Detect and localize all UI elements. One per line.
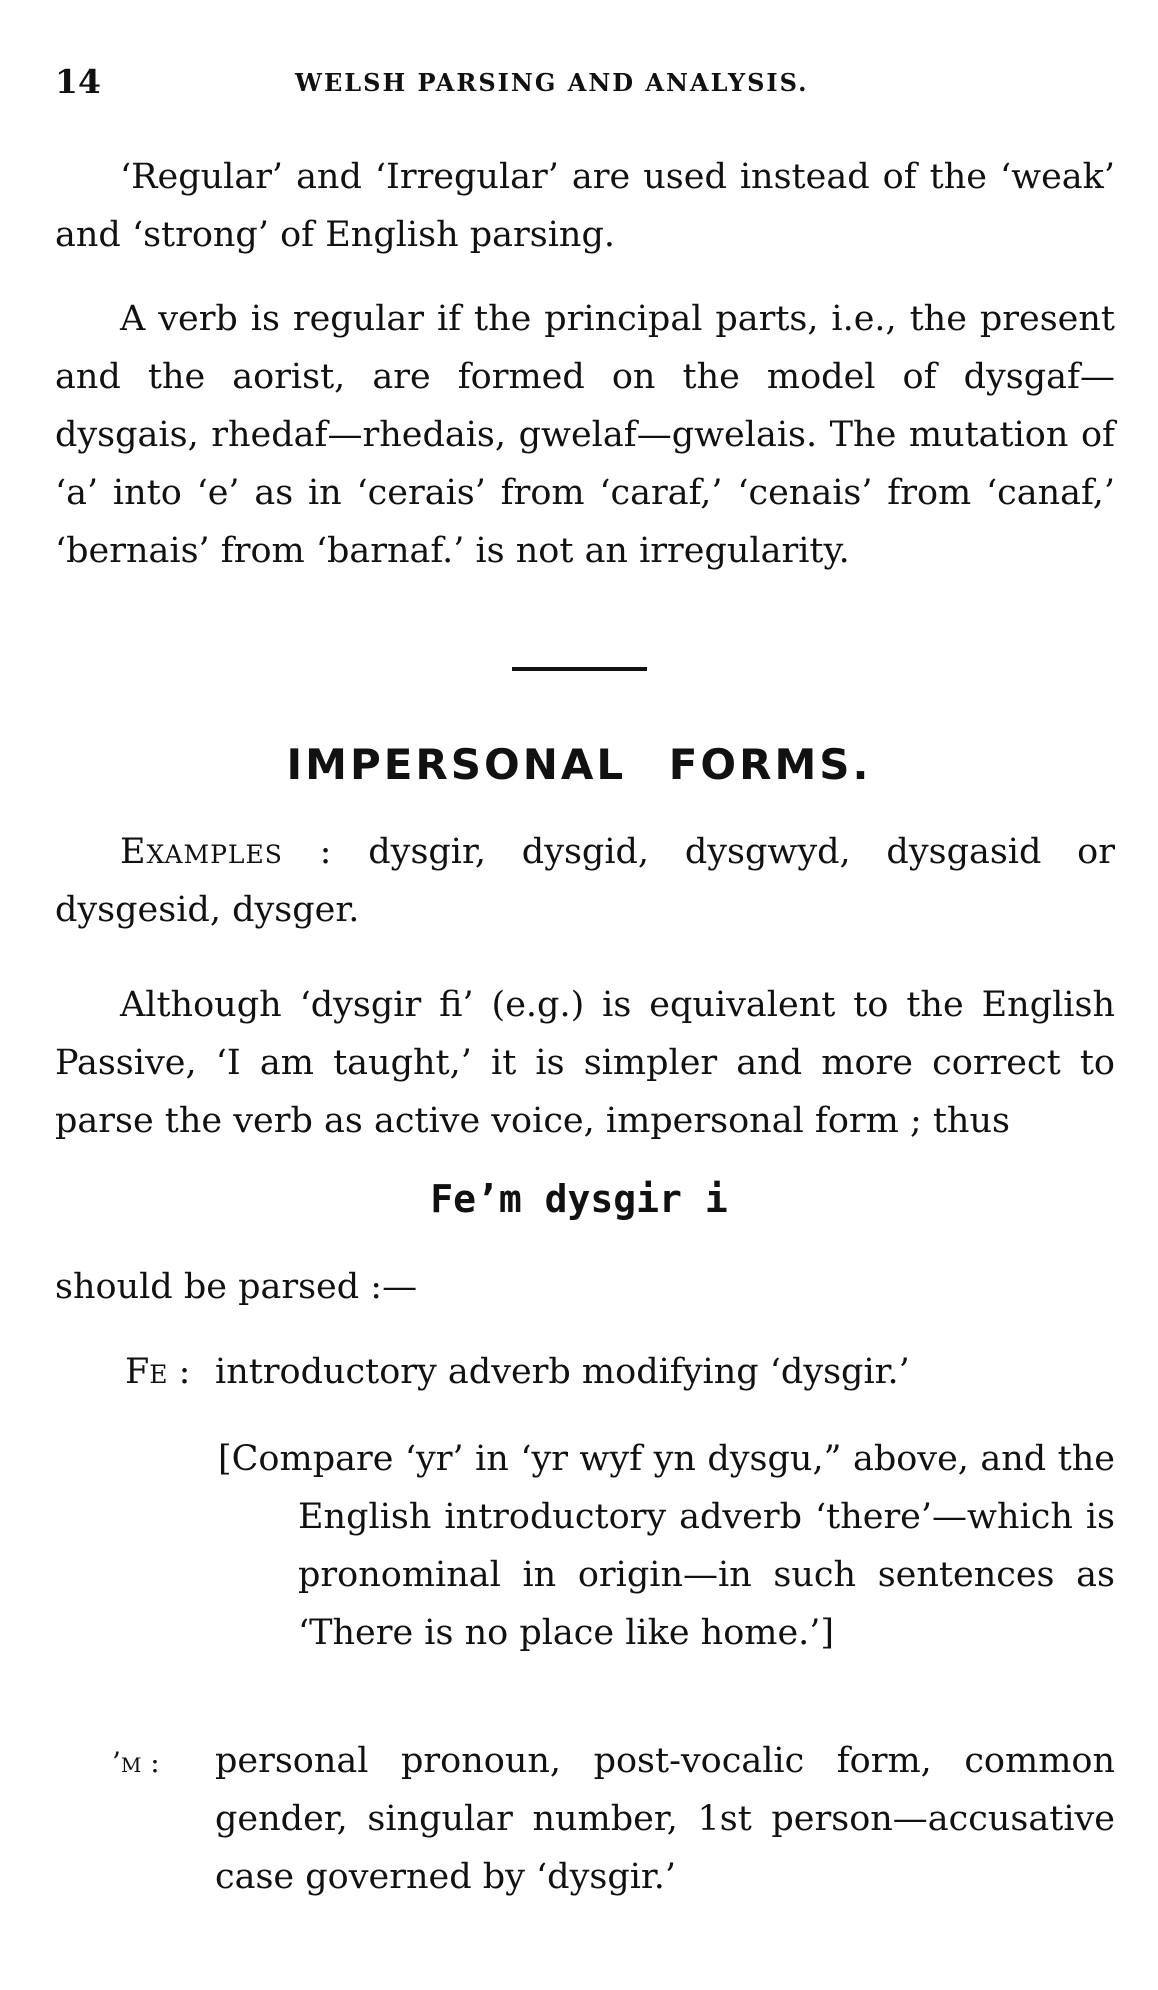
paragraph-regular-irregular: ‘Regular’ and ‘Irregular’ are used instead of the ‘weak’ and ‘strong’ of English parsing.	[55, 157, 1115, 255]
section-divider	[512, 667, 647, 671]
example-sentence: Fe’m dysgir i	[430, 1177, 728, 1221]
section-heading: IMPERSONAL FORMS.	[286, 740, 872, 789]
parse-label-m: ’m :	[112, 1746, 160, 1779]
paragraph-examples	[55, 823, 1115, 939]
running-head	[55, 62, 1115, 102]
page-number: 14	[55, 62, 101, 101]
running-title: WELSH PARSING AND ANALYSIS.	[295, 68, 809, 97]
compare-note: [Compare ‘yr’ in ‘yr wyf yn dysgu,” above, and the English introductory adverb ‘there’—which is pronominal in origin—in such sentences as ‘There is no place like home.’]	[218, 1439, 1115, 1653]
parse-text-fe: introductory adverb modifying ‘dysgir.’	[215, 1352, 910, 1392]
examples-text: dysgir, dysgid, dysgwyd, dysgasid or dysgesid, dysger.	[55, 832, 1115, 930]
parse-label-fe: Fe :	[125, 1352, 191, 1392]
examples-label: Examples :	[120, 832, 333, 872]
paragraph-regular-verb: A verb is regular if the principal parts, i.e., the present and the aorist, are formed on the model of dysgaf—dysgais, rhedaf—rhedais, gwelaf—gwelais. The mutation of ‘a’ into ‘e’ as in ‘cerais’ from ‘caraf,’ ‘cenais’ from ‘canaf,’ ‘bernais’ from ‘barnaf.’ is not an irregularity.	[55, 299, 1115, 571]
paragraph-although: Although ‘dysgir fi’ (e.g.) is equivalent to the English Passive, ‘I am taught,’ it is simpler and more correct to parse the verb as active voice, impersonal form ; thus	[55, 985, 1115, 1141]
parse-text-m: personal pronoun, post-vocalic form, common gender, singular number, 1st person—accusative case governed by ‘dysgir.’	[215, 1741, 1115, 1897]
paragraph-should-be-parsed: should be parsed :—	[55, 1267, 418, 1307]
